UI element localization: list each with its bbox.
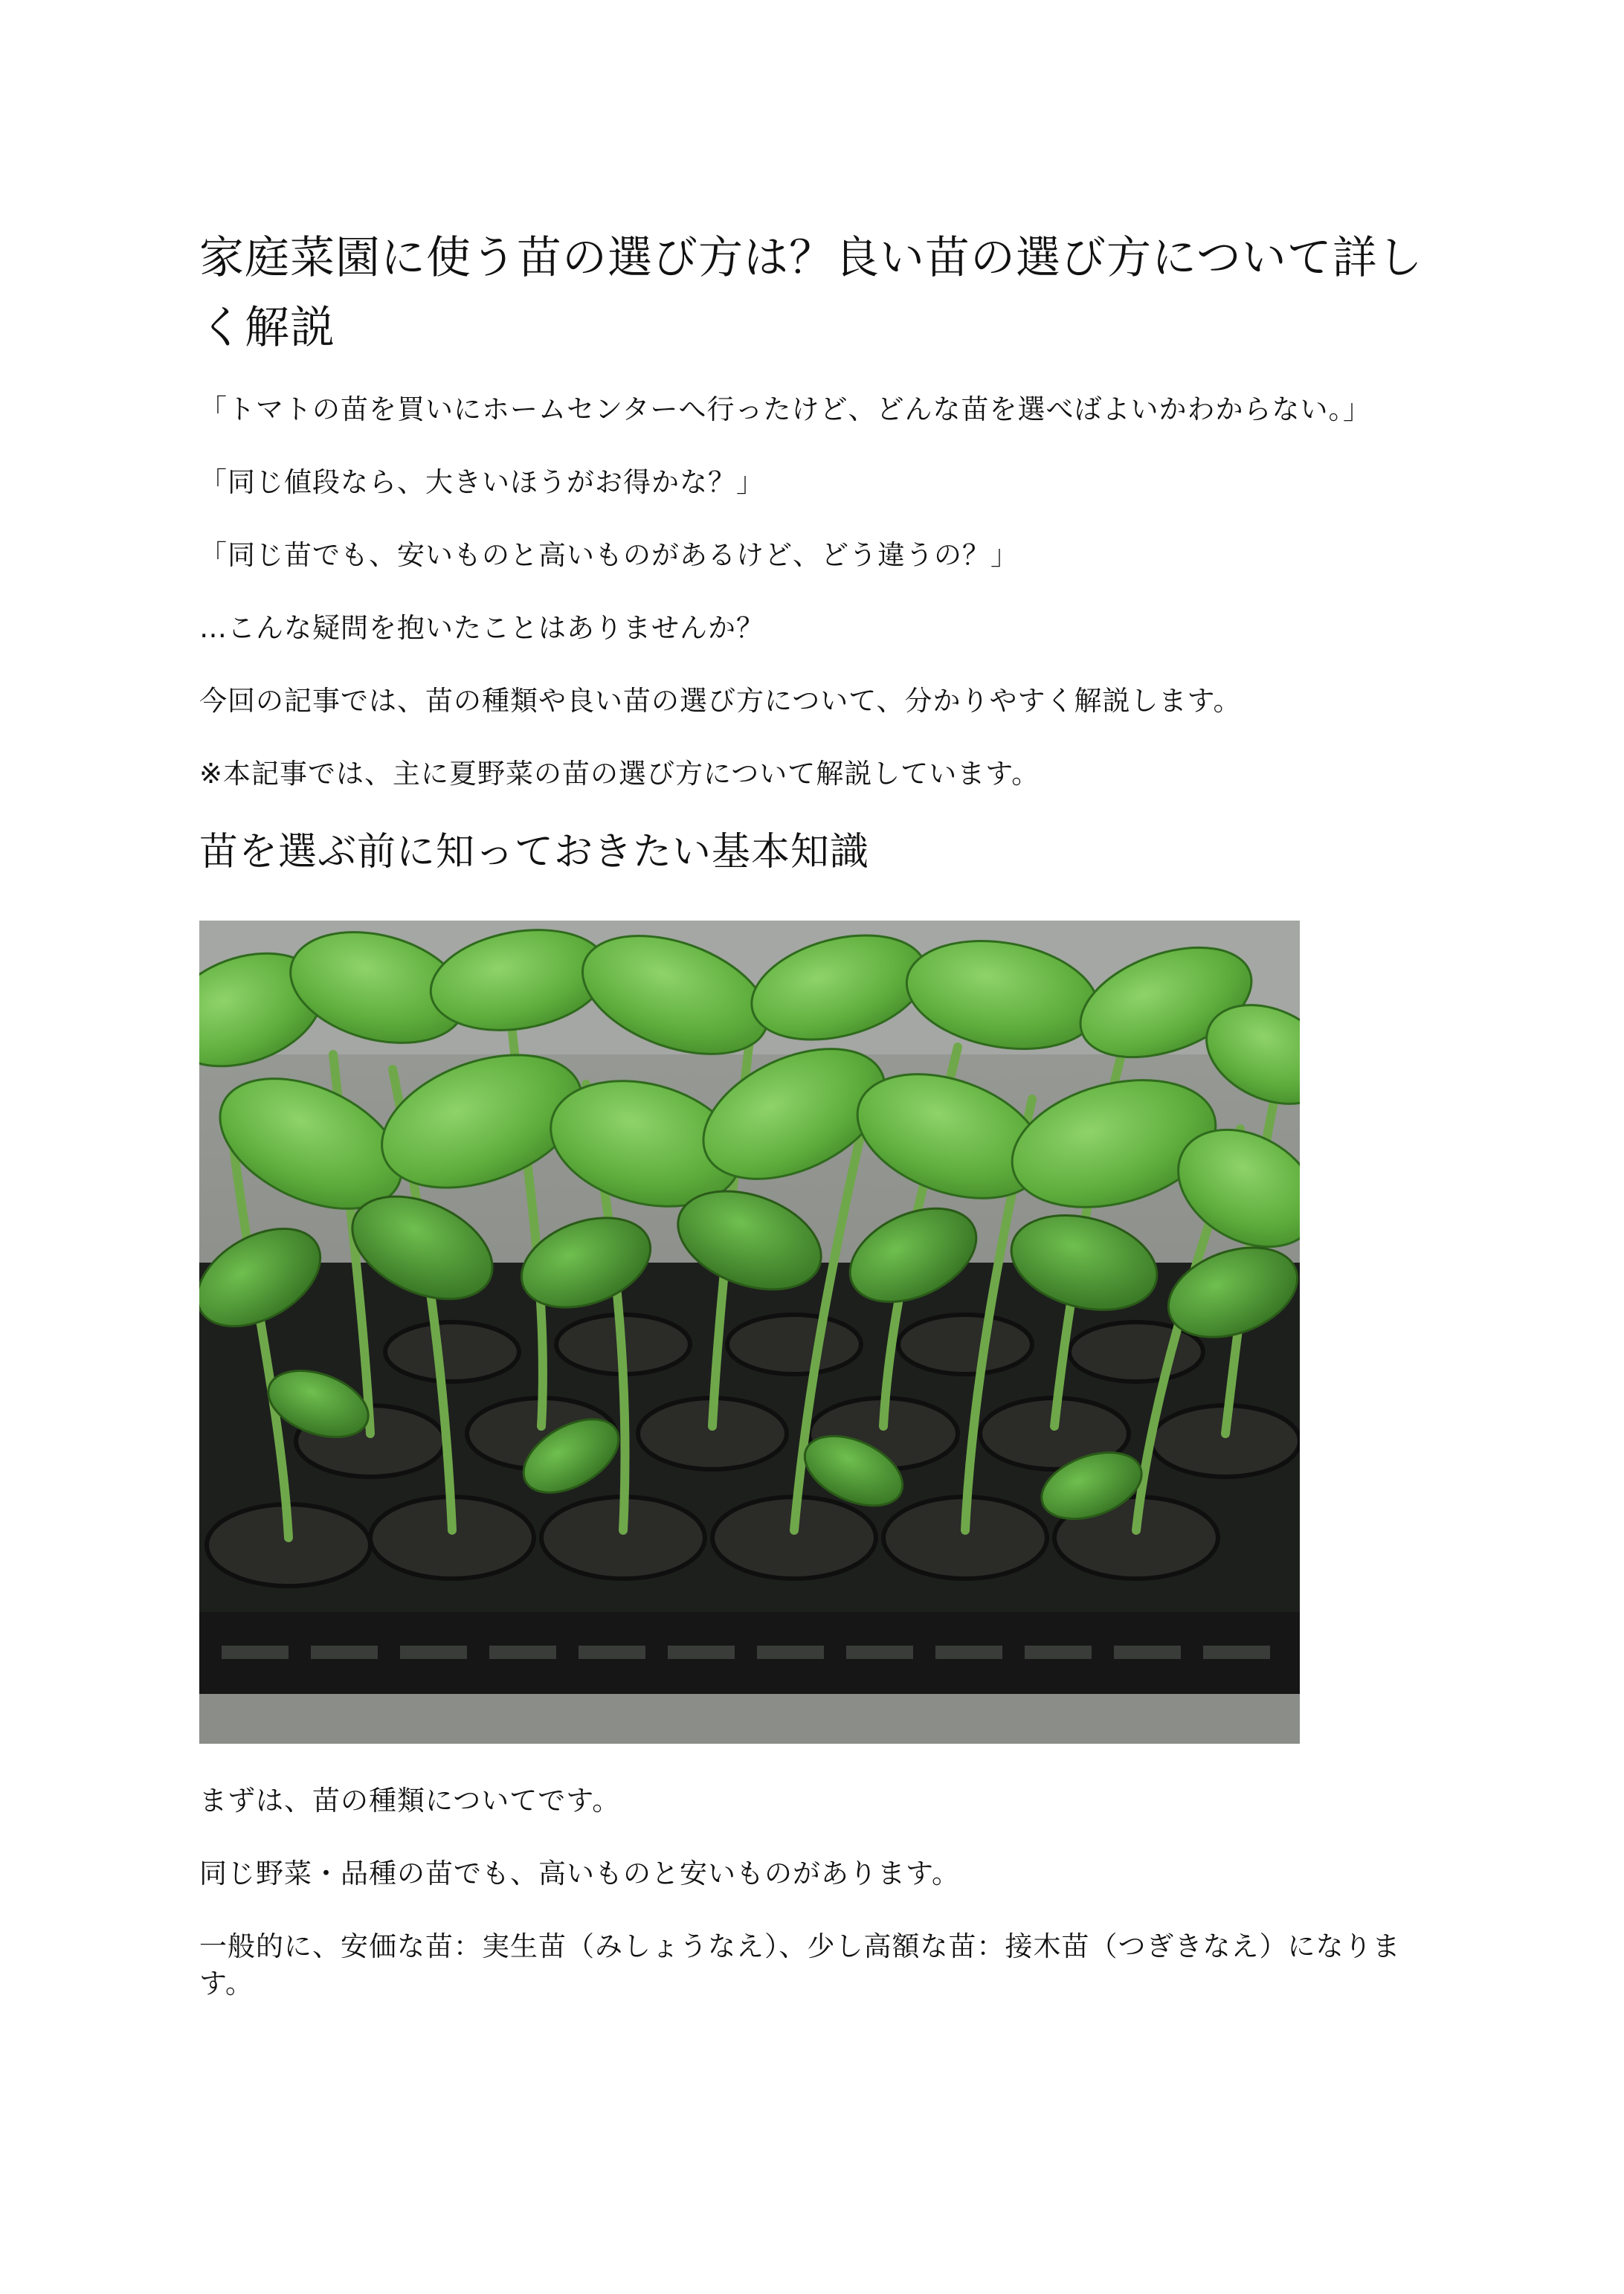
tomato-seedlings-photo [199,921,1300,1744]
intro-paragraph: 「同じ値段なら、大きいほうがお得かな？」 [199,466,764,498]
article [199,223,1434,2003]
body-paragraph: 同じ野菜・品種の苗でも、高いものと安いものがあります。 [199,1858,961,1889]
section-heading: 苗を選ぶ前に知っておきたい基本知識 [199,830,870,874]
page-title: 家庭菜園に使う苗の選び方は？良い苗の選び方について詳しく解説 [199,232,1423,354]
intro-paragraph: 今回の記事では、苗の種類や良い苗の選び方について、分かりやすく解説します。 [199,685,1242,717]
body-paragraph: 一般的に、安価な苗：実生苗（みしょうなえ）、少し高額な苗：接木苗（つぎきなえ）になります。 [199,1930,1401,2000]
intro-paragraph: 「トマトの苗を買いにホームセンターへ行ったけど、どんな苗を選べばよいかわからない。」 [199,393,1372,425]
intro-paragraph: …こんな疑問を抱いたことはありませんか？ [199,612,764,644]
intro-paragraph: 「同じ苗でも、安いものと高いものがあるけど、どう違うの？」 [199,539,1019,571]
body-paragraph: まずは、苗の種類についてです。 [199,1785,621,1817]
note-paragraph: ※本記事では、主に夏野菜の苗の選び方について解説しています。 [199,758,1040,790]
